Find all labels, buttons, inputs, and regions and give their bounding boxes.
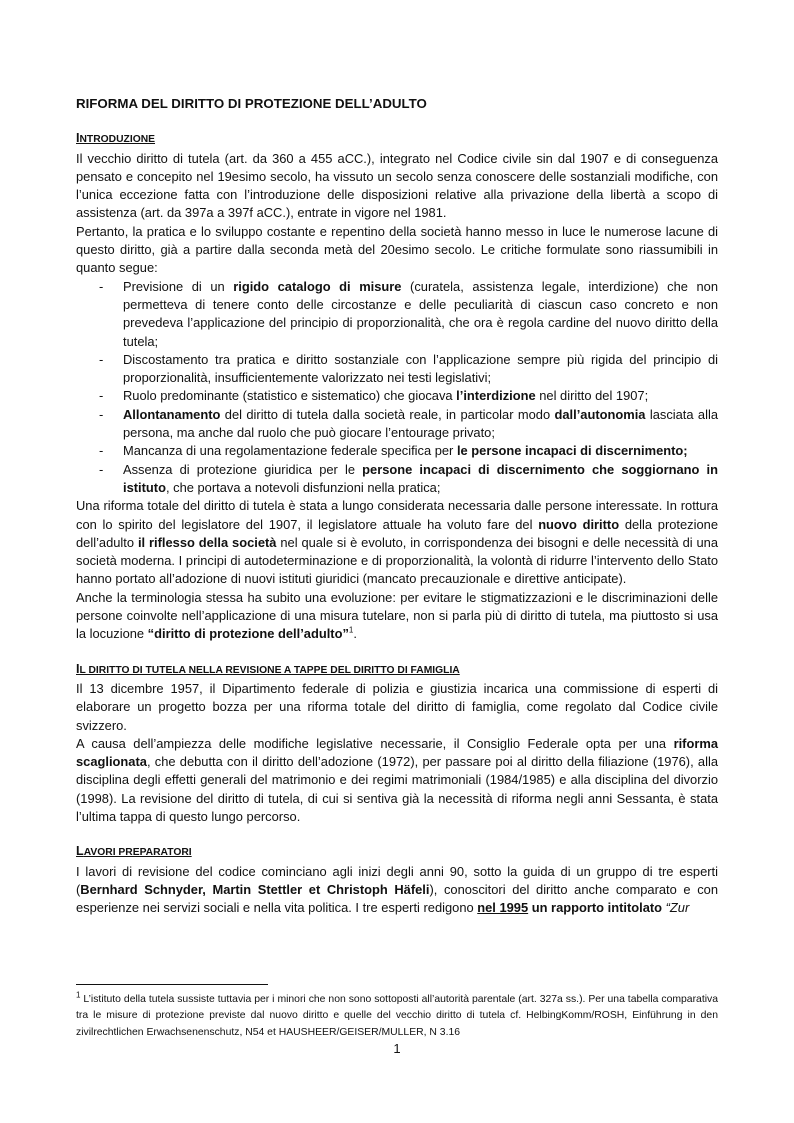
paragraph: Anche la terminologia stessa ha subito una evoluzione: per evitare le stigmatizzazioni e le discriminazioni delle persone coinvolte nell’applicazione di una misura tutelare, non si parla più di diritto di tutela, ma piuttosto si usa la locuzione “diritto di protezione dell’adulto”$^1$. bbox=[76, 589, 718, 642]
list-item: - Discostamento tra pratica e diritto sostanziale con l’applicazione sempre più rigida del principio di proporzionalità, insufficientemente valorizzato nei testi legislativi; bbox=[123, 351, 718, 388]
footnote bbox=[76, 992, 718, 1041]
section-heading-diritto-di-tutela: IL DIRITTO DI TUTELA NELLA REVISIONE A TAPPE DEL DIRITTO DI FAMIGLIA bbox=[76, 661, 460, 676]
paragraph: Pertanto, la pratica e lo sviluppo costante e repentino della società hanno messo in luce le numerose lacune di questo diritto, già a partire dalla seconda metà del 20esimo secolo. Le critiche formulate sono riassumibili in quanto segue: bbox=[76, 223, 718, 276]
paragraph: Il vecchio diritto di tutela (art. da 360 a 455 aCC.), integrato nel Codice civile sin dal 1907 e di conseguenza pensato e concepito nel 19esimo secolo, ha vissuto un secolo senza conoscere delle sostanziali modifiche, con l’unica eccezione fatta con l’introduzione delle disposizioni relative alla privazione della libertà a scopo di assistenza (art. da 397a a 397f aCC.), entrate in vigore nel 1981. bbox=[76, 150, 718, 221]
document-title: RIFORMA DEL DIRITTO DI PROTEZIONE DELL’ADULTO bbox=[76, 96, 427, 111]
footnote-number: 1 bbox=[76, 990, 81, 1000]
footnote-text: L’istituto della tutela sussiste tuttavia per i minori che non sono sottoposti all’autorità parentale (art. 327a ss.). Per una tabella comparativa tra le misure di protezione previste dal nuovo diritto e quelle del vecchio diritto di tutela cf. HelbingKomm/ROSH, Einführung in den zivilrechtlichen Erwachsenenschutz, N54 et HAUSHEER/GEISER/MULLER, N 3.16 bbox=[76, 994, 718, 1038]
paragraph: Una riforma totale del diritto di tutela è stata a lungo considerata necessaria dalle persone interessate. In rottura con lo spirito del legislatore del 1907, il legislatore attuale ha voluto fare del nuovo diritto della protezione dell’adulto il riflesso della società nel quale si è evoluto, in corrispondenza dei bisogni e delle necessità di una società moderna. I principi di autodeterminazione e di proporzionalità, la volontà di ridurre l’intervento dello Stato hanno portato all’adozione di nuovi istituti giuridici (mancato precauzionale e direttive anticipate). bbox=[76, 498, 719, 587]
section-heading-lavori-preparatori: LAVORI PREPARATORI bbox=[76, 844, 192, 859]
section-heading-introduzione bbox=[76, 129, 718, 149]
list-item: - Previsione di un rigido catalogo di misure (curatela, assistenza legale, interdizione) che non permetteva di tenere conto delle circostanze e delle peculiarità di ciascun caso concreto e non prevedeva l’applicazione del principio di proporzionalità, che ora è regola cardine del nuovo diritto della tutela; bbox=[123, 278, 718, 351]
footnote-separator bbox=[76, 984, 268, 985]
heading-initial: I bbox=[76, 131, 80, 146]
paragraph: Il 13 dicembre 1957, il Dipartimento federale di polizia e giustizia incarica una commissione di esperti di elaborare un progetto bozza per una riforma totale del diritto di famiglia, come regolato dal Codice civile svizzero. bbox=[76, 680, 718, 733]
list-item: - Assenza di protezione giuridica per le persone incapaci di discernimento che soggiornano in istituto, che portava a notevoli disfunzioni nella pratica; bbox=[123, 461, 718, 498]
heading-rest: NTRODUZIONE bbox=[79, 134, 156, 146]
document-body bbox=[76, 95, 718, 917]
paragraph: A causa dell’ampiezza delle modifiche legislative necessarie, il Consiglio Federale opta per una riforma scaglionata, che debutta con il diritto dell’adozione (1972), per passare poi al diritto della filiazione (1976), alla disciplina degli effetti generali del matrimonio e dei regimi matrimoniali (1984/1985) e alla disciplina del divorzio (1998). La revisione del diritto di tutela, di cui si sentiva già la necessità di riforma negli anni Sessanta, è stata l’ultima tappa di questo lungo percorso. bbox=[76, 735, 718, 824]
list-item: - Mancanza di una regolamentazione federale specifica per le persone incapaci di discernimento; bbox=[123, 442, 718, 460]
list-item: - Ruolo predominante (statistico e sistematico) che giocava l’interdizione nel diritto del 1907; bbox=[123, 387, 718, 405]
paragraph: I lavori di revisione del codice cominciano agli inizi degli anni 90, sotto la guida di un gruppo di tre esperti (Bernhard Schnyder, Martin Stettler et Christoph Häfeli), conoscitori del diritto anche comparato e con esperienze nei servizi sociali e nella vita politica. I tre esperti redigono nel 1995 un rapporto intitolato “Zur bbox=[76, 863, 719, 916]
page-number: 1 bbox=[393, 1041, 401, 1056]
criticism-list bbox=[76, 278, 718, 498]
list-item: - Allontanamento del diritto di tutela dalla società reale, in particolar modo dall’autonomia lasciata alla persona, ma anche dal ruolo che può giocare l’entourage privato; bbox=[123, 406, 718, 443]
footnote-ref[interactable]: 1 bbox=[348, 626, 354, 636]
